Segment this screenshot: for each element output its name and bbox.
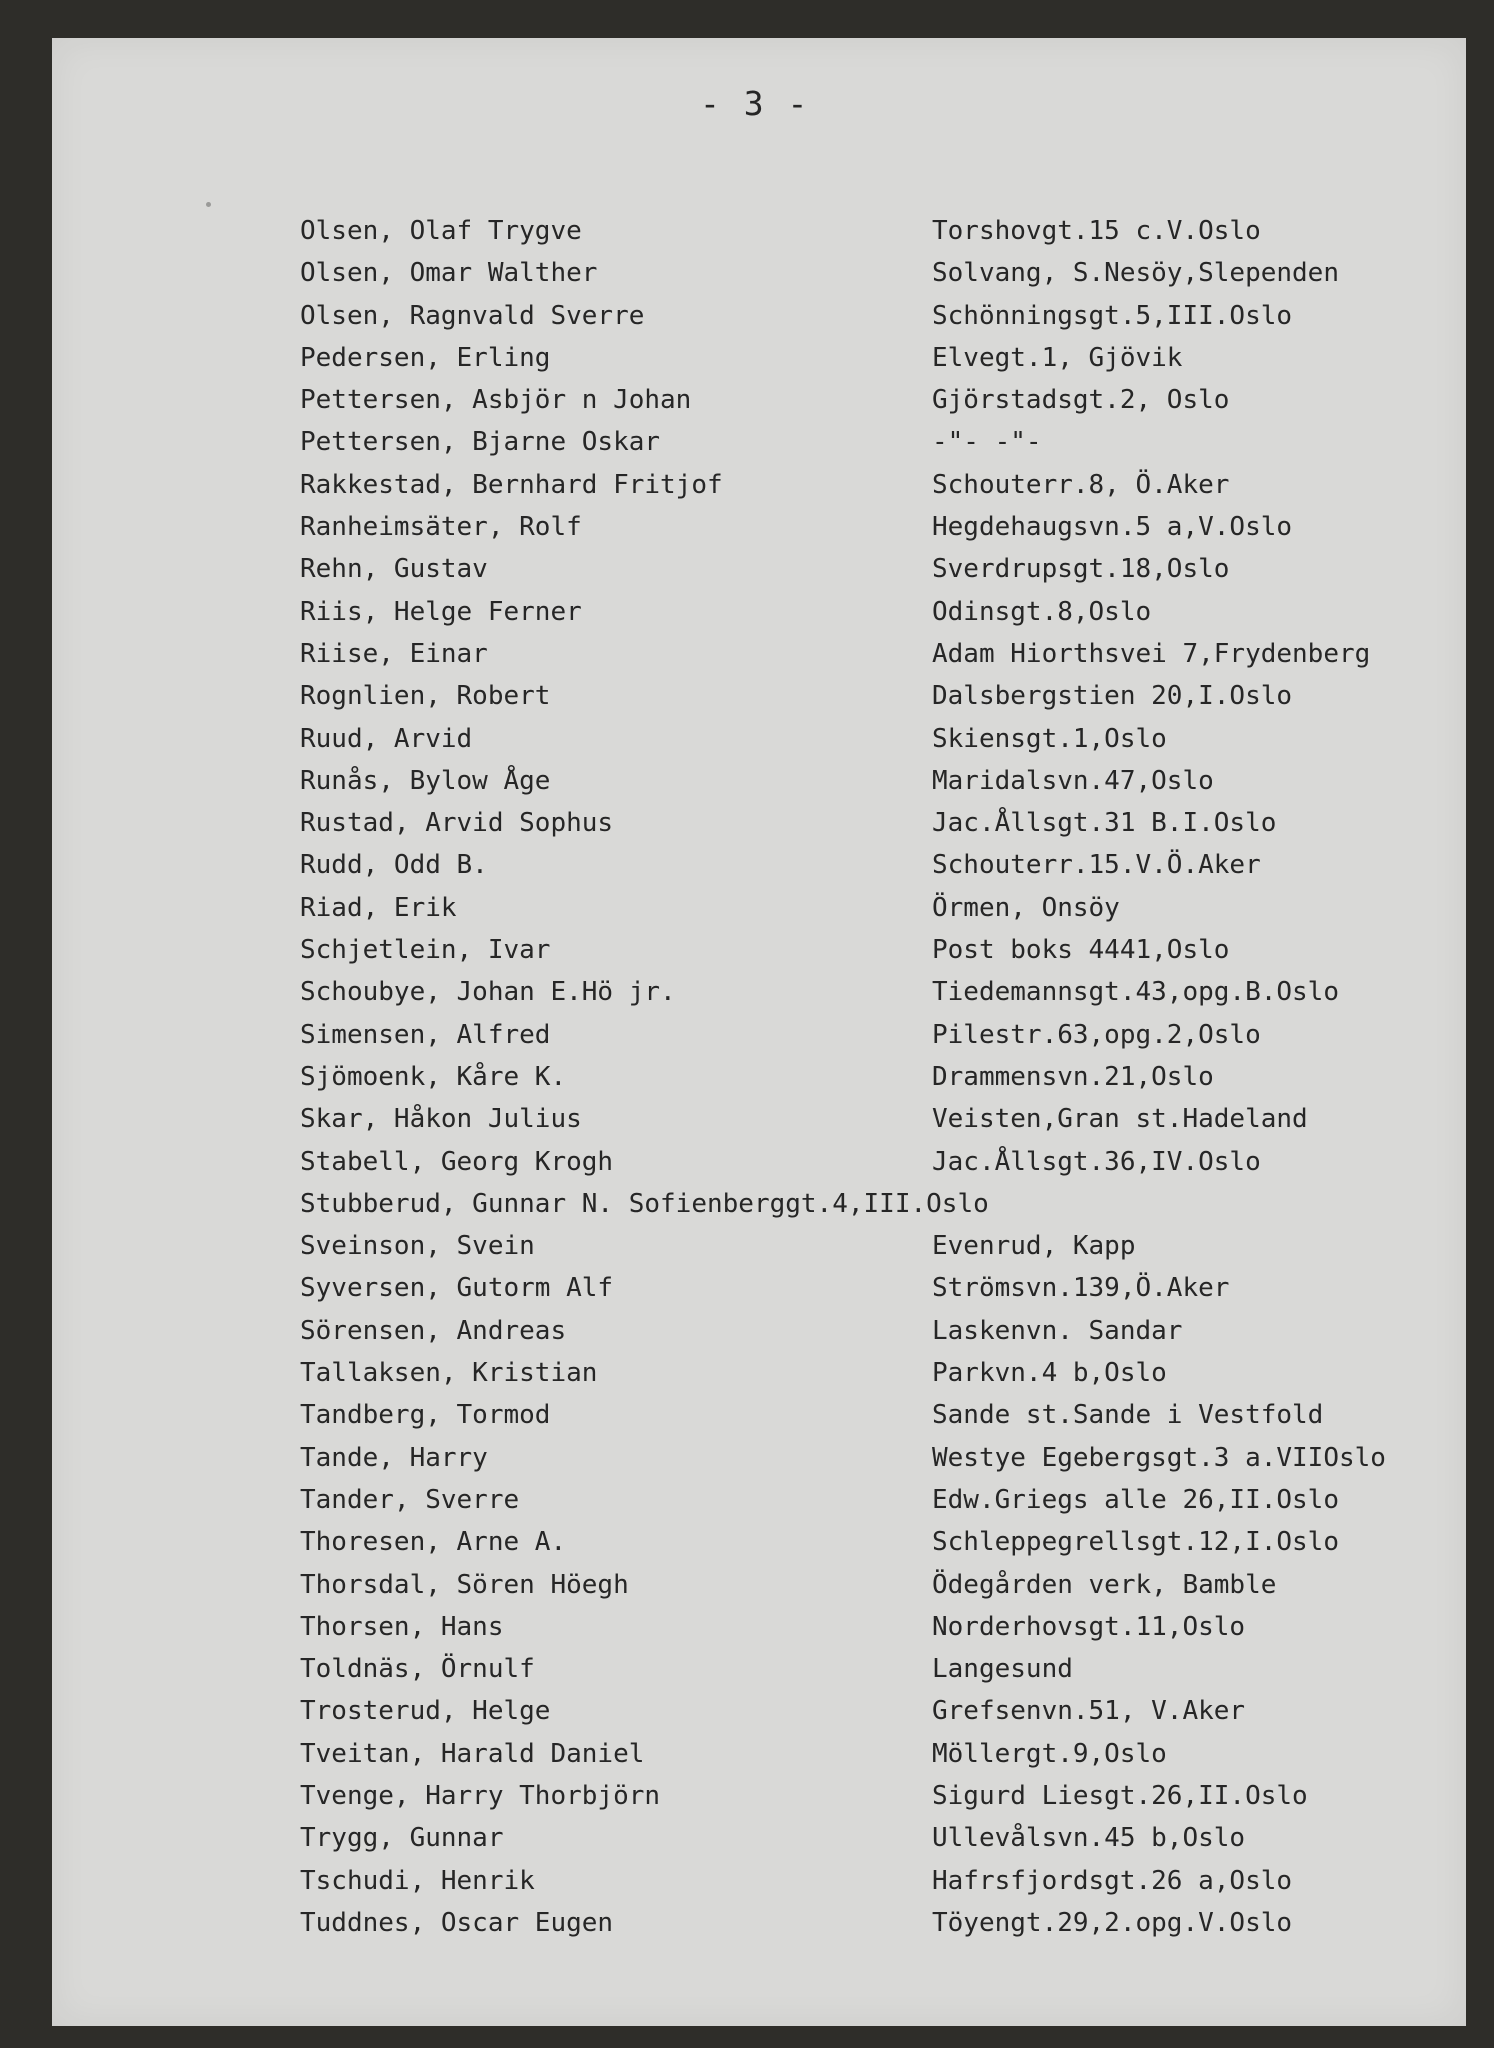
entry-address: Veisten,Gran st.Hadeland [932,1104,1308,1135]
list-entry [300,1902,1440,1944]
entry-address: Maridalsvn.47,Oslo [932,765,1214,796]
entry-name: Pettersen, Bjarne Oskar [300,427,661,458]
entry-address: Gjörstadsgt.2, Oslo [932,385,1230,416]
entry-name: Sörensen, Andreas [300,1315,567,1346]
entry-name: Olsen, Omar Walther [300,258,598,289]
entry-name: Riise, Einar [300,638,488,669]
entry-address: Sverdrupsgt.18,Oslo [932,554,1230,585]
list-entry [300,1098,1440,1140]
list-entry [300,1141,1440,1183]
entry-address: Möllergt.9,Oslo [932,1738,1167,1769]
list-entry [300,337,1440,379]
list-entry [300,506,1440,548]
entry-name: Tander, Sverre [300,1484,520,1515]
list-entry [300,1648,1440,1690]
entry-name: Sjömoenk, Kåre K. [300,1061,567,1092]
entry-address: Strömsvn.139,Ö.Aker [932,1273,1230,1304]
entry-name-and-address: Stubberud, Gunnar N. Sofienberggt.4,III.Oslo [300,1188,989,1219]
list-entry [300,1521,1440,1563]
list-entry [300,1267,1440,1309]
list-entry [300,1479,1440,1521]
entry-address: Evenrud, Kapp [932,1231,1136,1262]
entry-name: Rudd, Odd B. [300,850,488,881]
list-entry [300,210,1440,252]
list-entry [300,929,1440,971]
entry-name: Sveinson, Svein [300,1231,535,1262]
entry-address: Dalsbergstien 20,I.Oslo [932,681,1293,712]
entry-name: Olsen, Ragnvald Sverre [300,300,645,331]
list-entry [300,464,1440,506]
list-entry [300,1775,1440,1817]
list-entry [300,295,1440,337]
entry-name: Rehn, Gustav [300,554,488,585]
list-entry [300,1352,1440,1394]
entry-address: Hafrsfjordsgt.26 a,Oslo [932,1865,1293,1896]
list-entry [300,252,1440,294]
entry-address: Schouterr.8, Ö.Aker [932,469,1230,500]
entry-address: Ullevålsvn.45 b,Oslo [932,1823,1246,1854]
entry-name: Trygg, Gunnar [300,1823,504,1854]
entry-name: Ranheimsäter, Rolf [300,512,582,543]
entry-address: Tiedemannsgt.43,opg.B.Oslo [932,977,1339,1008]
list-entry [300,1606,1440,1648]
entry-address: Post boks 4441,Oslo [932,935,1230,966]
list-entry [300,887,1440,929]
entry-name: Rustad, Arvid Sophus [300,808,614,839]
list-entry [300,1564,1440,1606]
entry-address: Hegdehaugsvn.5 a,V.Oslo [932,512,1293,543]
entry-address: Töyengt.29,2.opg.V.Oslo [932,1907,1293,1938]
page-number: - 3 - [700,84,810,123]
entry-address: Pilestr.63,opg.2,Oslo [932,1019,1261,1050]
list-entry [300,971,1440,1013]
entry-address: Schleppegrellsgt.12,I.Oslo [932,1527,1339,1558]
entry-address: Örmen, Onsöy [932,892,1120,923]
list-entry [300,1437,1440,1479]
list-entry [300,1014,1440,1056]
entry-address: Solvang, S.Nesöy,Slependen [932,258,1339,289]
list-entry [300,379,1440,421]
entry-name: Olsen, Olaf Trygve [300,216,582,246]
entry-address: Westye Egebergsgt.3 a.VIIOslo [932,1442,1386,1473]
entry-address: Skiensgt.1,Oslo [932,723,1167,754]
entry-address: Jac.Ållsgt.31 B.I.Oslo [932,808,1277,839]
list-entry [300,1394,1440,1436]
entry-name: Schoubye, Johan E.Hö jr. [300,977,676,1008]
entry-name: Pettersen, Asbjör n Johan [300,385,692,416]
entry-name: Tvenge, Harry Thorbjörn [300,1780,661,1811]
entry-address: Adam Hiorthsvei 7,Frydenberg [932,638,1371,669]
entry-address: -"- -"- [932,427,1042,458]
entry-name: Tandberg, Tormod [300,1400,551,1431]
list-entry [300,591,1440,633]
entry-name: Trosterud, Helge [300,1696,551,1727]
list-entry [300,1225,1440,1267]
list-entry [300,760,1440,802]
list-entry [300,802,1440,844]
entry-address: Parkvn.4 b,Oslo [932,1358,1167,1389]
entry-address: Edw.Griegs alle 26,II.Oslo [932,1484,1339,1515]
entry-address: Grefsenvn.51, V.Aker [932,1696,1246,1727]
list-entry [300,718,1440,760]
list-entry [300,1733,1440,1775]
entry-name: Schjetlein, Ivar [300,935,551,966]
entry-address: Schouterr.15.V.Ö.Aker [932,850,1261,881]
entry-name: Tuddnes, Oscar Eugen [300,1907,614,1938]
entry-address: Jac.Ållsgt.36,IV.Oslo [932,1146,1261,1177]
list-entry [300,1690,1440,1732]
entry-address: Torshovgt.15 c.V.Oslo [932,216,1261,246]
entry-address: Sande st.Sande i Vestfold [932,1400,1324,1431]
entry-name: Thoresen, Arne A. [300,1527,567,1558]
typed-page [52,38,1466,2026]
entry-address: Sigurd Liesgt.26,II.Oslo [932,1780,1308,1811]
entry-name: Syversen, Gutorm Alf [300,1273,614,1304]
entry-name: Tallaksen, Kristian [300,1358,598,1389]
list-entry [300,1183,1440,1225]
entry-name: Rakkestad, Bernhard Fritjof [300,469,723,500]
entry-name: Ruud, Arvid [300,723,473,754]
list-entry [300,1310,1440,1352]
entry-name: Rognlien, Robert [300,681,551,712]
entry-address: Ödegården verk, Bamble [932,1569,1277,1600]
entry-name: Runås, Bylow Åge [300,765,551,796]
entry-name: Riad, Erik [300,892,457,923]
entry-name: Simensen, Alfred [300,1019,551,1050]
entry-name: Skar, Håkon Julius [300,1104,582,1135]
list-entry [300,633,1440,675]
entry-name: Tschudi, Henrik [300,1865,535,1896]
entry-address: Elvegt.1, Gjövik [932,342,1183,373]
entry-name: Thorsdal, Sören Höegh [300,1569,629,1600]
entry-name: Tande, Harry [300,1442,488,1473]
entry-address: Drammensvn.21,Oslo [932,1061,1214,1092]
list-entry [300,1817,1440,1859]
list-entry [300,548,1440,590]
entry-name: Pedersen, Erling [300,342,551,373]
entry-name: Riis, Helge Ferner [300,596,582,627]
list-entry [300,421,1440,463]
entry-name: Toldnäs, Örnulf [300,1654,535,1685]
entry-address: Laskenvn. Sandar [932,1315,1183,1346]
entry-name: Stabell, Georg Krogh [300,1146,614,1177]
entry-name: Thorsen, Hans [300,1611,504,1642]
list-entry [300,1056,1440,1098]
entry-address: Odinsgt.8,Oslo [932,596,1152,627]
entry-address: Schönningsgt.5,III.Oslo [932,300,1293,331]
paper-speck [206,202,211,207]
entry-address: Langesund [932,1654,1073,1685]
member-address-list [300,210,1440,1944]
entry-name: Tveitan, Harald Daniel [300,1738,645,1769]
entry-address: Norderhovsgt.11,Oslo [932,1611,1246,1642]
list-entry [300,844,1440,886]
list-entry [300,1860,1440,1902]
list-entry [300,675,1440,717]
